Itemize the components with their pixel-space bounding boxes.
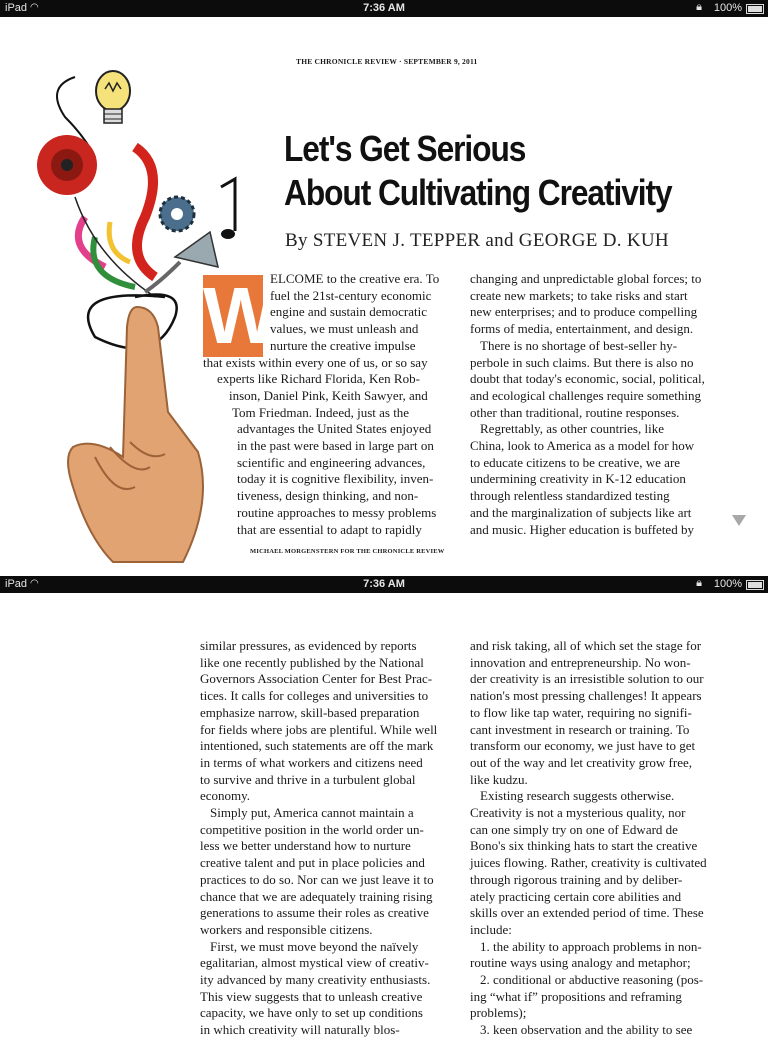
text-line: competitive position in the world order un-	[200, 821, 424, 837]
text-line: ing “what if” propositions and reframing	[470, 988, 682, 1004]
text-line: today it is cognitive flexibility, inven-	[237, 471, 434, 487]
page2-column-1	[200, 638, 437, 1039]
text-line: Tom Friedman. Indeed, just as the	[232, 404, 410, 420]
text-line: Creativity is not a mysterious quality, nor	[470, 805, 686, 821]
status-bar	[0, 0, 768, 17]
text-line: experts like Richard Florida, Ken Rob-	[217, 371, 420, 387]
status-time: 7:36 AM	[363, 2, 405, 14]
text-line: emphasize narrow, skill-based preparation	[200, 704, 420, 720]
battery-percent: 100%	[713, 2, 742, 14]
page1-column-2	[470, 271, 705, 538]
text-line: workers and responsible citizens.	[200, 921, 373, 937]
text-line: nation's most pressing challenges! It appears	[470, 688, 702, 704]
text-line: through rigorous training and by deliber-	[470, 871, 683, 887]
text-line: and music. Higher education is buffeted by	[470, 521, 694, 537]
text-line: tiveness, design thinking, and non-	[237, 488, 419, 504]
text-line: creative talent and put in place policies and	[200, 855, 425, 871]
text-line: capacity, we have only to set up conditions	[200, 1005, 423, 1021]
text-line: Regrettably, as other countries, like	[480, 421, 664, 437]
text-line: in the past were based in large part on	[237, 438, 434, 454]
text-line: Governors Association Center for Best Prac-	[200, 671, 433, 687]
text-line: economy.	[200, 788, 251, 804]
text-line: less we better understand how to nurture	[200, 838, 411, 854]
text-line: ELCOME to the creative era. To	[270, 271, 440, 286]
flower-icon	[37, 135, 97, 195]
text-line: that exists within every one of us, or so say	[203, 354, 428, 370]
text-line: new enterprises; and to produce compelling	[470, 304, 698, 320]
status-time: 7:36 AM	[363, 578, 405, 590]
text-line: skills over an extended period of time. These	[470, 905, 704, 921]
text-line: tices. It calls for colleges and universities to	[200, 688, 429, 704]
text-line: practices to do so. Nor can we just leave it to	[200, 871, 434, 887]
text-line: First, we must move beyond the naïvely	[210, 938, 419, 954]
wifi-icon: ◠	[30, 578, 39, 589]
text-line: problems);	[470, 1005, 527, 1021]
text-line: forms of media, entertainment, and design.	[470, 321, 694, 337]
text-line: include:	[470, 921, 512, 937]
text-line: Simply put, America cannot maintain a	[210, 805, 414, 821]
text-line: values, we must unleash and	[270, 321, 419, 337]
text-line: through relentless standardized testing	[470, 488, 670, 504]
text-line: undermining creativity in K-12 education	[470, 471, 686, 487]
text-line: Bono's six thinking hats to start the creative	[470, 838, 698, 854]
text-line: ately practicing certain core abilities and	[470, 888, 682, 904]
text-line: similar pressures, as evidenced by reports	[200, 638, 417, 653]
text-line: There is no shortage of best-seller hy-	[480, 337, 678, 353]
text-line: doubt that today's economic, social, political,	[470, 371, 705, 387]
text-line: to educate citizens to be creative, we are	[470, 454, 681, 470]
text-line: for fields where jobs are plentiful. While well	[200, 721, 438, 737]
battery-percent: 100%	[713, 578, 742, 590]
text-line: egalitarian, almost mystical view of creativ-	[200, 955, 429, 971]
gear-icon	[160, 197, 194, 231]
device-label: iPad	[5, 578, 28, 590]
text-line: engine and sustain democratic	[270, 304, 428, 320]
rotation-lock-icon: 🔒︎	[696, 1, 702, 13]
text-line: 1. the ability to approach problems in non-	[480, 938, 702, 954]
device-label: iPad	[5, 2, 28, 14]
text-line: to survive and thrive in a turbulent global	[200, 771, 416, 787]
text-line: to flow like tap water, requiring no signifi-	[470, 704, 692, 720]
text-line: transform our economy, we just have to get	[470, 738, 696, 754]
status-bar-2	[0, 576, 768, 593]
text-line: like kudzu.	[470, 771, 528, 787]
article-page-2[interactable]	[0, 593, 768, 1038]
text-line: in which creativity will naturally blos-	[200, 1022, 400, 1038]
text-line: and ecological challenges require something	[470, 387, 702, 403]
text-line: that are essential to adapt to rapidly	[237, 521, 422, 537]
text-line: and the marginalization of subjects like art	[470, 504, 692, 520]
text-line: perbole in such claims. But there is also no	[470, 354, 694, 370]
wifi-icon: ◠	[30, 2, 39, 13]
text-line: China, look to America as a model for how	[470, 438, 695, 454]
text-line: and risk taking, all of which set the stage for	[470, 638, 702, 653]
text-line: other than traditional, routine responses.	[470, 404, 680, 420]
text-line: advantages the United States enjoyed	[237, 421, 432, 437]
next-page-arrow-icon[interactable]	[732, 515, 746, 526]
byline: By STEVEN J. TEPPER and GEORGE D. KUH	[285, 230, 669, 251]
text-line: inson, Daniel Pink, Keith Sawyer, and	[229, 387, 428, 403]
text-line: nurture the creative impulse	[270, 337, 416, 353]
battery-icon	[746, 4, 764, 14]
text-line: der creativity is an irresistible solution to our	[470, 671, 704, 687]
text-line: juices flowing. Rather, creativity is cultivated	[470, 855, 707, 871]
text-line: changing and unpredictable global forces; to	[470, 271, 702, 286]
page1-column-1	[0, 271, 439, 538]
page2-column-2	[470, 638, 707, 1039]
title-line-1: Let's Get Serious	[284, 128, 526, 169]
text-line: 2. conditional or abductive reasoning (pos-	[480, 972, 704, 988]
text-line: intentioned, such statements are off the mark	[200, 738, 434, 754]
title-line-2: About Cultivating Creativity	[284, 172, 672, 213]
drop-cap: W	[203, 271, 279, 360]
text-line: create new markets; to take risks and start	[470, 287, 688, 303]
text-line: This view suggests that to unleash creative	[200, 988, 423, 1004]
text-line: scientific and engineering advances,	[237, 454, 426, 470]
illustration-credit: MICHAEL MORGENSTERN FOR THE CHRONICLE REVIEW	[250, 548, 445, 555]
text-line: out of the way and let creativity grow free,	[470, 754, 692, 770]
text-line: ity advanced by many creativity enthusiasts.	[200, 972, 431, 988]
battery-icon	[746, 580, 764, 590]
text-line: 3. keen observation and the ability to see	[480, 1022, 693, 1038]
text-line: generations to assume their roles as creative	[200, 905, 429, 921]
text-line: chance that we are adequately training rising	[200, 888, 433, 904]
music-note-icon	[221, 179, 235, 239]
text-line: fuel the 21st-century economic	[270, 287, 432, 303]
text-line: like one recently published by the National	[200, 654, 424, 670]
text-line: can one simply try on one of Edward de	[470, 821, 678, 837]
text-line: routine ways using analogy and metaphor;	[470, 955, 691, 971]
article-title	[284, 127, 672, 215]
rotation-lock-icon: 🔒︎	[696, 577, 702, 589]
text-line: routine approaches to messy problems	[237, 504, 437, 520]
text-line: innovation and entrepreneurship. No won-	[470, 654, 691, 670]
text-line: Existing research suggests otherwise.	[480, 788, 675, 804]
text-line: in terms of what workers and citizens need	[200, 754, 423, 770]
text-line: cant investment in research or training. To	[470, 721, 690, 737]
article-page-1[interactable]	[0, 17, 768, 576]
publication-line: THE CHRONICLE REVIEW · SEPTEMBER 9, 2011	[296, 57, 478, 66]
